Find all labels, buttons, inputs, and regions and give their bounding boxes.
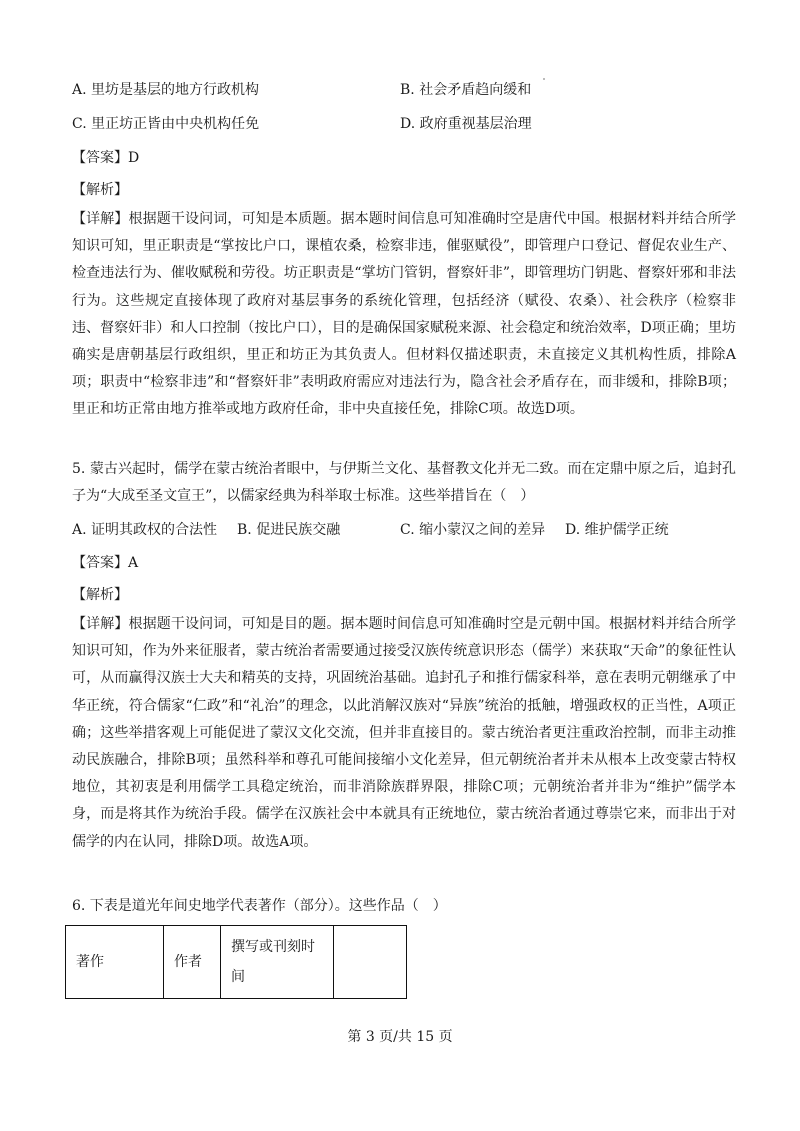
q5-option-a: A. 证明其政权的合法性 [72, 522, 218, 538]
q4-option-a: A. 里坊是基层的地方行政机构 [72, 82, 260, 98]
scan-speck [543, 78, 545, 80]
table-header-cell-author: 作者 [164, 926, 221, 999]
q6-table [65, 925, 407, 999]
q4-answer: 【答案】D [72, 150, 140, 166]
q5-option-c: C. 缩小蒙汉之间的差异 [400, 522, 546, 538]
q5-answer: 【答案】A [72, 555, 139, 571]
q5-option-d: D. 维护儒学正统 [565, 522, 669, 538]
q5-stem: 5. 蒙古兴起时，儒学在蒙古统治者眼中，与伊斯兰文化、基督教文化并无二致。而在定鼎中原之后，追封孔子为“大成至圣文宣王”，以儒家经典为科举取士标准。这些举措旨在（ ） [72, 461, 736, 505]
q6-stem: 6. 下表是道光年间史地学代表著作（部分）。这些作品（ ） [72, 898, 447, 914]
q4-option-c: C. 里正坊正皆由中央机构任免 [72, 116, 260, 132]
q5-detail: 【详解】根据题干设问词，可知是目的题。据本题时间信息可知准确时空是元朝中国。根据材料并结合所学知识可知，作为外来征服者，蒙古统治者需要通过接受汉族传统意识形态（儒学）来获取“天命”的象征性认可，从而赢得汉族士大夫和精英的支持，巩固统治基础。追封孔子和推行儒家科举，意在表明元朝继承了中华正统，符合儒家“仁政”和“礼治”的理念，以此消解汉族对“异族”统治的抵触，增强政权的正当性，A项正确；这些举措客观上可能促进了蒙汉文化交流，但并非直接目的。蒙古统治者更注重政治控制，而非主动推动民族融合，排除B项；虽然科举和尊孔可能间接缩小文化差异，但元朝统治者并未从根本上改变蒙古特权地位，其初衷是利用儒学工具稳定统治，而非消除族群界限，排除C项；元朝统治者并非为“维护”儒学本身，而是将其作为统治手段。儒学在汉族社会中本就具有正统地位，蒙古统治者通过尊崇它来，而非出于对儒学的内在认同，排除D项。故选A项。 [72, 616, 736, 850]
q4-detail: 【详解】根据题干设问词，可知是本质题。据本题时间信息可知准确时空是唐代中国。根据材料并结合所学知识可知，里正职责是“掌按比户口，课植农桑，检察非违，催驱赋役”，即管理户口登记、督促农业生产、检查违法行为、催收赋税和劳役。坊正职责是“掌坊门管钥，督察奸非”，即管理坊门钥匙、督察奸邪和非法行为。这些规定直接体现了政府对基层事务的系统化管理，包括经济（赋役、农桑）、社会秩序（检察非违、督察奸非）和人口控制（按比户口），目的是确保国家赋税来源、社会稳定和统治效率，D项正确；里坊确实是唐朝基层行政组织，里正和坊正为其负责人。但材料仅描述职责，未直接定义其机构性质，排除A项；职责中“检察非违”和“督察奸非”表明政府需应对违法行为，隐含社会矛盾存在，而非缓和，排除B项；里正和坊正常由地方推举或地方政府任命，非中央直接任免，排除C项。故选D项。 [72, 211, 736, 418]
page-footer: 第 3 页/共 15 页 [347, 1029, 453, 1045]
q5-option-b: B. 促进民族交融 [237, 522, 341, 538]
table-header-row [66, 926, 407, 999]
q4-option-d: D. 政府重视基层治理 [400, 116, 532, 132]
table-header-cell-work: 著作 [66, 926, 164, 999]
q4-analysis-label: 【解析】 [72, 182, 128, 198]
q5-analysis-label: 【解析】 [72, 587, 128, 603]
table-header-cell-time: 撰写或刊刻时间 [221, 926, 334, 999]
q4-option-b: B. 社会矛盾趋向缓和 [400, 82, 532, 98]
table-header-cell-empty [334, 926, 407, 999]
